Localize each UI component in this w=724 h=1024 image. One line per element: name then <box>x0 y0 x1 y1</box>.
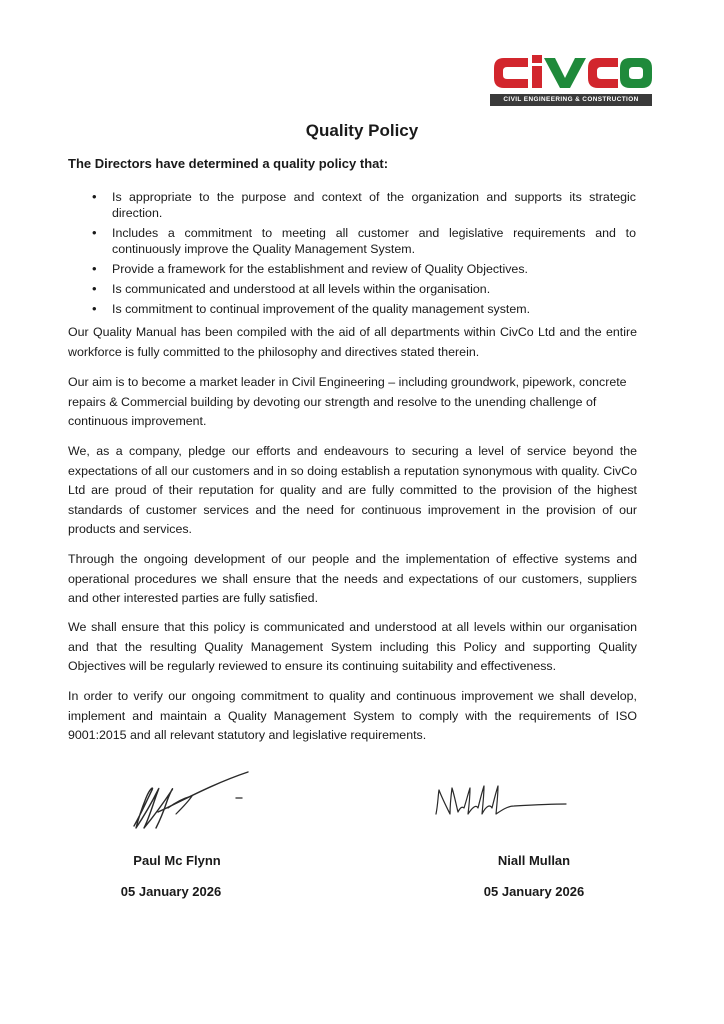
signatory-date-2: 05 January 2026 <box>483 884 585 899</box>
policy-intro: The Directors have determined a quality policy that: <box>68 156 389 171</box>
policy-bullet-list <box>112 189 636 321</box>
signature-niall-mullan <box>432 782 568 822</box>
signatory-date-1: 05 January 2026 <box>120 884 222 899</box>
page-title: Quality Policy <box>305 121 419 140</box>
paragraph-communication: We shall ensure that this policy is communicated and understood at all levels within our organisation and that the resulting Quality Management System including this Policy and supporting Quality Objectives will be regularly reviewed to ensure its continuing suitability and effectiveness. <box>68 620 637 673</box>
list-item: • Is communicated and understood at all levels within the organisation. <box>112 281 636 297</box>
company-logo <box>490 50 654 108</box>
paragraph-pledge: We, as a company, pledge our efforts and endeavours to securing a level of service beyond the expectations of all our customers and in so doing establish a reputation synonymous with quality. CivCo Ltd are proud of their reputation for quality and are fully committed to the provision of the highest standards of customer services and the need for continuous improvement in the provision of our products and services. <box>68 444 637 536</box>
list-item: • Includes a commitment to meeting all customer and legislative requirements and to continuously improve the Quality Management System. <box>112 225 636 257</box>
civco-logo-icon <box>490 50 654 94</box>
paragraph-iso: In order to verify our ongoing commitment to quality and continuous improvement we shall develop, implement and maintain a Quality Management System to comply with the requirements of ISO 9001:2015 and all relevant statutory and legislative requirements. <box>68 689 637 742</box>
signature-paul-mc-flynn <box>128 768 258 834</box>
list-item: • Is commitment to continual improvement of the quality management system. <box>112 301 636 317</box>
paragraph-development: Through the ongoing development of our people and the implementation of effective systems and operational procedures we shall ensure that the needs and expectations of our customers, suppliers and other interested parties are fully satisfied. <box>68 552 637 605</box>
paragraph-aim: Our aim is to become a market leader in Civil Engineering – including groundwork, pipework, concrete repairs & Commercial building by devoting our strength and resolve to the unending challenge of continuous improvement. <box>68 375 627 428</box>
list-item: • Is appropriate to the purpose and context of the organization and supports its strategic direction. <box>112 189 636 221</box>
paragraph-quality-manual: Our Quality Manual has been compiled with the aid of all departments within CivCo Ltd and the entire workforce is fully committed to the philosophy and directives stated therein. <box>68 325 637 359</box>
signatory-name-2: Niall Mullan <box>497 853 571 868</box>
list-item: • Provide a framework for the establishment and review of Quality Objectives. <box>112 261 636 277</box>
logo-tagline: CIVIL ENGINEERING & CONSTRUCTION <box>490 94 652 106</box>
signatory-name-1: Paul Mc Flynn <box>133 853 221 868</box>
